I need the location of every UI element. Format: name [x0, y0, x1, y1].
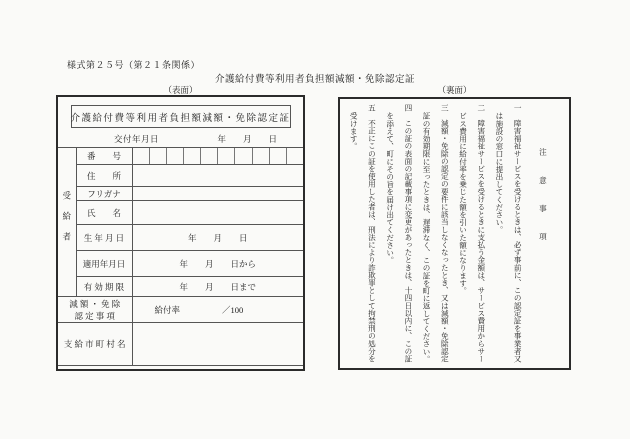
back-certificate-box — [338, 97, 571, 370]
number-cell — [200, 148, 217, 164]
row-value-birthdate: 年 月 日 — [132, 225, 303, 251]
issue-date-value: 年 月 日 — [217, 134, 277, 144]
rate-label: 給付率 — [154, 304, 181, 315]
row-value-name — [132, 201, 303, 225]
front-certificate-box — [56, 95, 305, 371]
row-value-furigana — [132, 187, 303, 201]
row-label-birthdate: 生 年 月 日 — [76, 225, 132, 251]
reduction-label-line1: 減 額 ・ 免 除 — [69, 298, 121, 309]
row-value-expiry: 年 月 日まで — [132, 277, 303, 297]
issue-date-label: 交付年月日 — [114, 134, 160, 144]
rate-value: ／100 — [222, 304, 244, 315]
row-label-number: 番 号 — [76, 148, 132, 165]
table-row-reduction — [58, 297, 303, 323]
notice-item-1: 一 障害福祉サービスを受けるときは、必ず事前に、この認定証を事業者又は施設の窓口に提出してください。 — [494, 104, 523, 363]
table-row-apply-date — [58, 251, 303, 277]
municipality-value — [132, 323, 303, 366]
table-row-furigana — [58, 187, 303, 201]
table-row-number — [58, 148, 303, 165]
row-label-name: 氏 名 — [76, 201, 132, 225]
row-value-apply-date: 年 月 日から — [132, 251, 303, 277]
number-cell — [183, 148, 200, 164]
front-side-label: （表面） — [163, 85, 198, 95]
municipality-label: 支 給 市 町 村 名 — [58, 323, 132, 366]
number-cell — [286, 148, 303, 164]
issue-date-row — [58, 128, 303, 147]
form-number-label: 様式第２５号（第２１条関係） — [67, 60, 201, 70]
number-cell — [133, 148, 149, 164]
row-label-apply-date: 適用年月日 — [76, 251, 132, 277]
row-label-furigana: フリガナ — [76, 187, 132, 201]
number-grid — [132, 148, 303, 165]
reduction-label — [58, 297, 132, 323]
recipient-span-label — [58, 148, 76, 297]
number-cell — [217, 148, 234, 164]
notice-item-3: 三 減額・免除の認定の要件に該当しなくなったとき、又は減額・免除認定証の有効期限に至ったときは、遅滞なく、この証を町に返してください。 — [422, 104, 450, 363]
number-cell — [234, 148, 251, 164]
back-side-label: （裏面） — [437, 85, 472, 95]
table-row-municipality — [58, 323, 303, 366]
table-row-birthdate — [58, 225, 303, 251]
table-row-name — [58, 201, 303, 225]
row-value-address — [132, 165, 303, 187]
number-cell — [269, 148, 286, 164]
notice-item-4: 四 この証の表面の記載事項に変更があったときは、十四日以内に、この証を添えて、町にその旨を届け出てください。 — [385, 104, 413, 363]
notice-item-2: 二 障害福祉サービスを受けるときに支払う金額は、サービス費用からサービス費用に給付率を乗じた額を引いた額になります。 — [458, 104, 486, 363]
number-cell — [149, 148, 166, 164]
recipient-span-text: 受給者 — [61, 191, 72, 253]
number-cell — [166, 148, 183, 164]
notice-text-block — [340, 99, 564, 368]
notice-item-5: 五 不正にこの証を使用した者は、刑法により詐欺罪として拘禁刑の処分を受けます。 — [349, 104, 377, 363]
number-cell — [252, 148, 269, 164]
certificate-title-box: 介護給付費等利用者負担額減額・免除認定証 — [71, 105, 291, 128]
table-row-address — [58, 165, 303, 187]
row-label-expiry: 有 効 期 限 — [76, 277, 132, 297]
page-title: 介護給付費等利用者負担額減額・免除認定証 — [214, 75, 415, 85]
row-label-address: 住 所 — [76, 165, 132, 187]
reduction-label-line2: 認 定 事 項 — [74, 310, 115, 321]
reduction-value — [132, 297, 303, 323]
notice-heading: 注 意 事 項 — [538, 148, 548, 247]
table-row-expiry — [58, 277, 303, 297]
recipient-table — [58, 147, 303, 366]
